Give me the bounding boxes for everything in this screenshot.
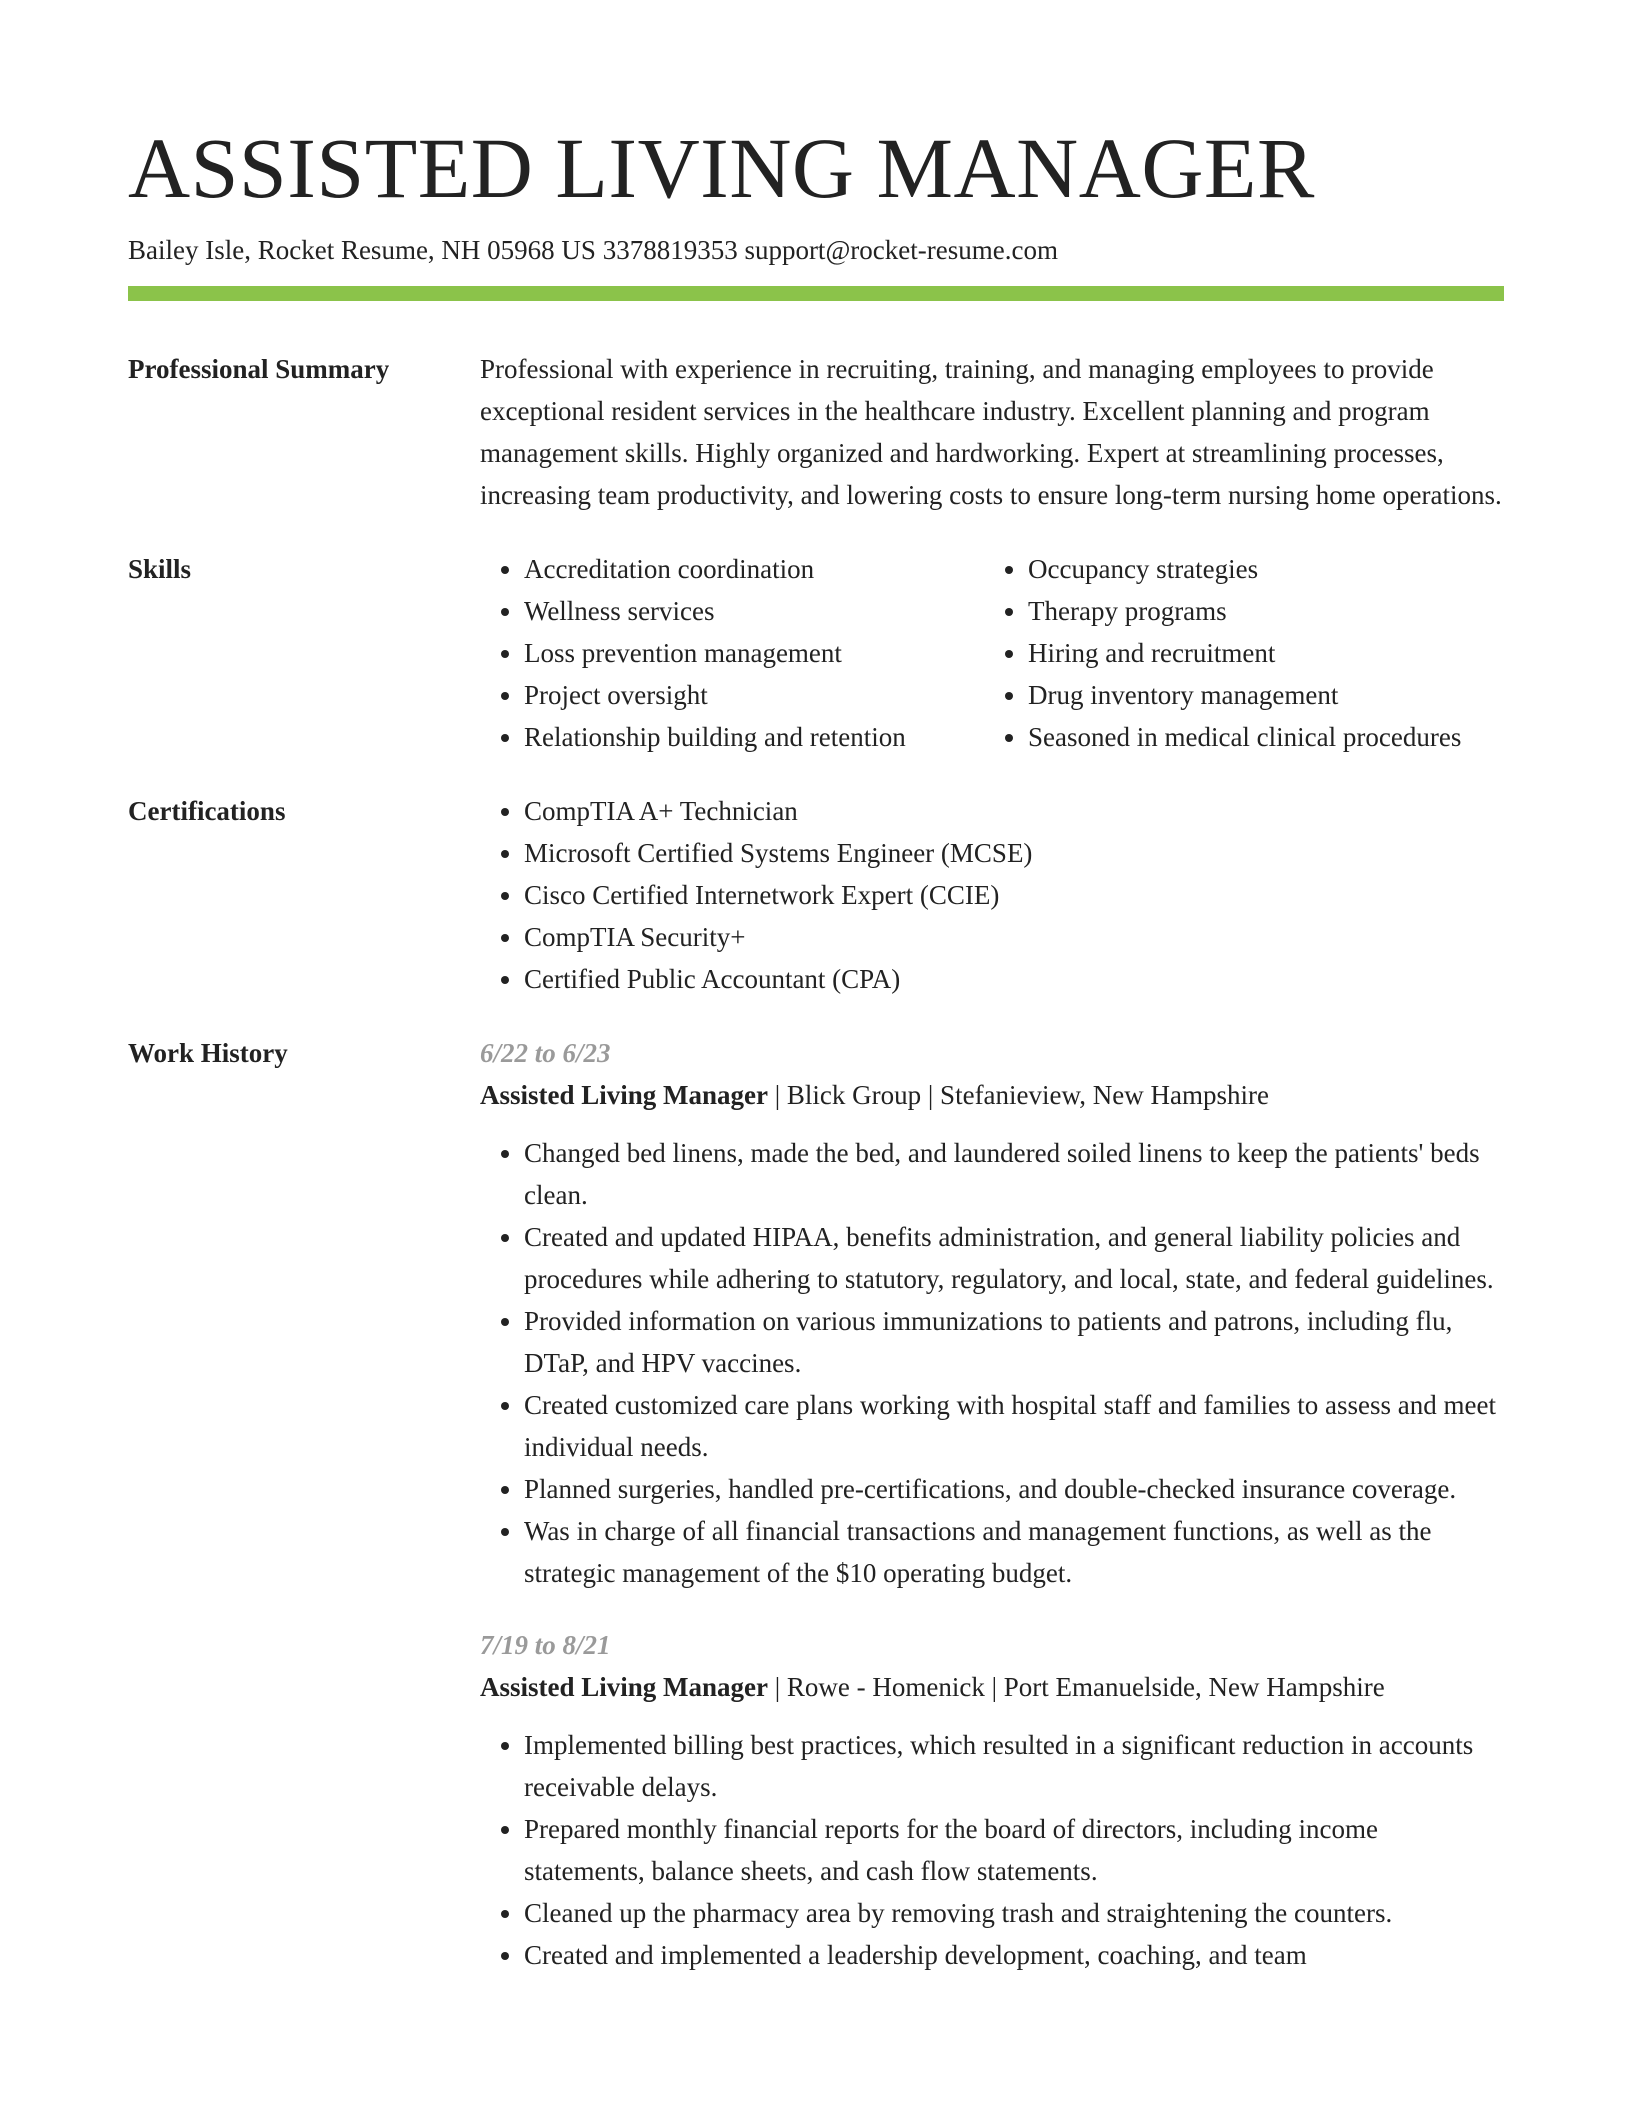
job-bullet: • Created customized care plans working with hospital staff and families to assess and meet individual needs. [524,1384,1504,1468]
job-bullets [480,1724,1504,1976]
job-bullet: • Implemented billing best practices, which resulted in a significant reduction in accounts receivable delays. [524,1724,1504,1808]
job-entry [480,1624,1504,1976]
summary-label: Professional Summary [128,354,390,384]
skill-item: • Project oversight [524,674,984,716]
certification-item: • Certified Public Accountant (CPA) [524,958,1504,1000]
skill-item: • Hiring and recruitment [1028,632,1504,674]
job-dates: 7/19 to 8/21 [480,1630,611,1660]
work-history-section [128,1032,1504,2006]
job-bullet: • Provided information on various immunizations to patients and patrons, including flu, DTaP, and HPV vaccines. [524,1300,1504,1384]
certification-item: • CompTIA Security+ [524,916,1504,958]
skills-list-left [480,548,984,758]
job-bullet: • Created and implemented a leadership development, coaching, and team [524,1934,1504,1976]
resume-name-heading: ASSISTED LIVING MANAGER [128,120,1315,216]
job-title-line [480,1666,1504,1708]
job-title: Assisted Living Manager [480,1672,769,1702]
job-bullet: • Created and updated HIPAA, benefits administration, and general liability policies and procedures while adhering to statutory, regulatory, and local, state, and federal guidelines. [524,1216,1504,1300]
skills-columns [480,548,1504,758]
certification-item: • Cisco Certified Internetwork Expert (CCIE) [524,874,1504,916]
skill-item: • Relationship building and retention [524,716,984,758]
job-bullet: • Was in charge of all financial transactions and management functions, as well as the strategic management of the $10 operating budget. [524,1510,1504,1594]
job-bullet: • Changed bed linens, made the bed, and laundered soiled linens to keep the patients' beds clean. [524,1132,1504,1216]
job-title: Assisted Living Manager [480,1080,769,1110]
skill-item: • Wellness services [524,590,984,632]
summary-text: Professional with experience in recruiting, training, and managing employees to provide exceptional resident services in the healthcare industry. Excellent planning and program management skills. Highly organized and hardworking. Expert at streamlining processes, increasing team productivity, and lowering costs to ensure long-term nursing home operations. [480,354,1502,510]
skill-item: • Drug inventory management [1028,674,1504,716]
job-title-line [480,1074,1504,1116]
job-bullet: • Cleaned up the pharmacy area by removing trash and straightening the counters. [524,1892,1504,1934]
work-history-label: Work History [128,1038,288,1068]
contact-line: Bailey Isle, Rocket Resume, NH 05968 US 3378819353 support@rocket-resume.com [128,235,1058,265]
skills-label: Skills [128,554,192,584]
skill-item: • Occupancy strategies [1028,548,1504,590]
resume-sections [128,348,1504,2038]
summary-section [128,348,1504,516]
header-divider [128,286,1504,301]
job-dates: 6/22 to 6/23 [480,1038,611,1068]
job-bullets [480,1132,1504,1594]
job-bullet: • Planned surgeries, handled pre-certifications, and double-checked insurance coverage. [524,1468,1504,1510]
certification-item: • Microsoft Certified Systems Engineer (MCSE) [524,832,1504,874]
skill-item: • Seasoned in medical clinical procedures [1028,716,1504,758]
skill-item: • Loss prevention management [524,632,984,674]
skills-section [128,548,1504,758]
job-entry [480,1032,1504,1594]
certifications-list [480,790,1504,1000]
job-employer-location: | Rowe - Homenick | Port Emanuelside, New Hampshire [768,1672,1385,1702]
skill-item: • Therapy programs [1028,590,1504,632]
skills-list-right [984,548,1504,758]
job-employer-location: | Blick Group | Stefanieview, New Hampshire [768,1080,1269,1110]
certification-item: • CompTIA A+ Technician [524,790,1504,832]
job-bullet: • Prepared monthly financial reports for the board of directors, including income statements, balance sheets, and cash flow statements. [524,1808,1504,1892]
skill-item: • Accreditation coordination [524,548,984,590]
certifications-section [128,790,1504,1000]
certifications-label: Certifications [128,796,286,826]
